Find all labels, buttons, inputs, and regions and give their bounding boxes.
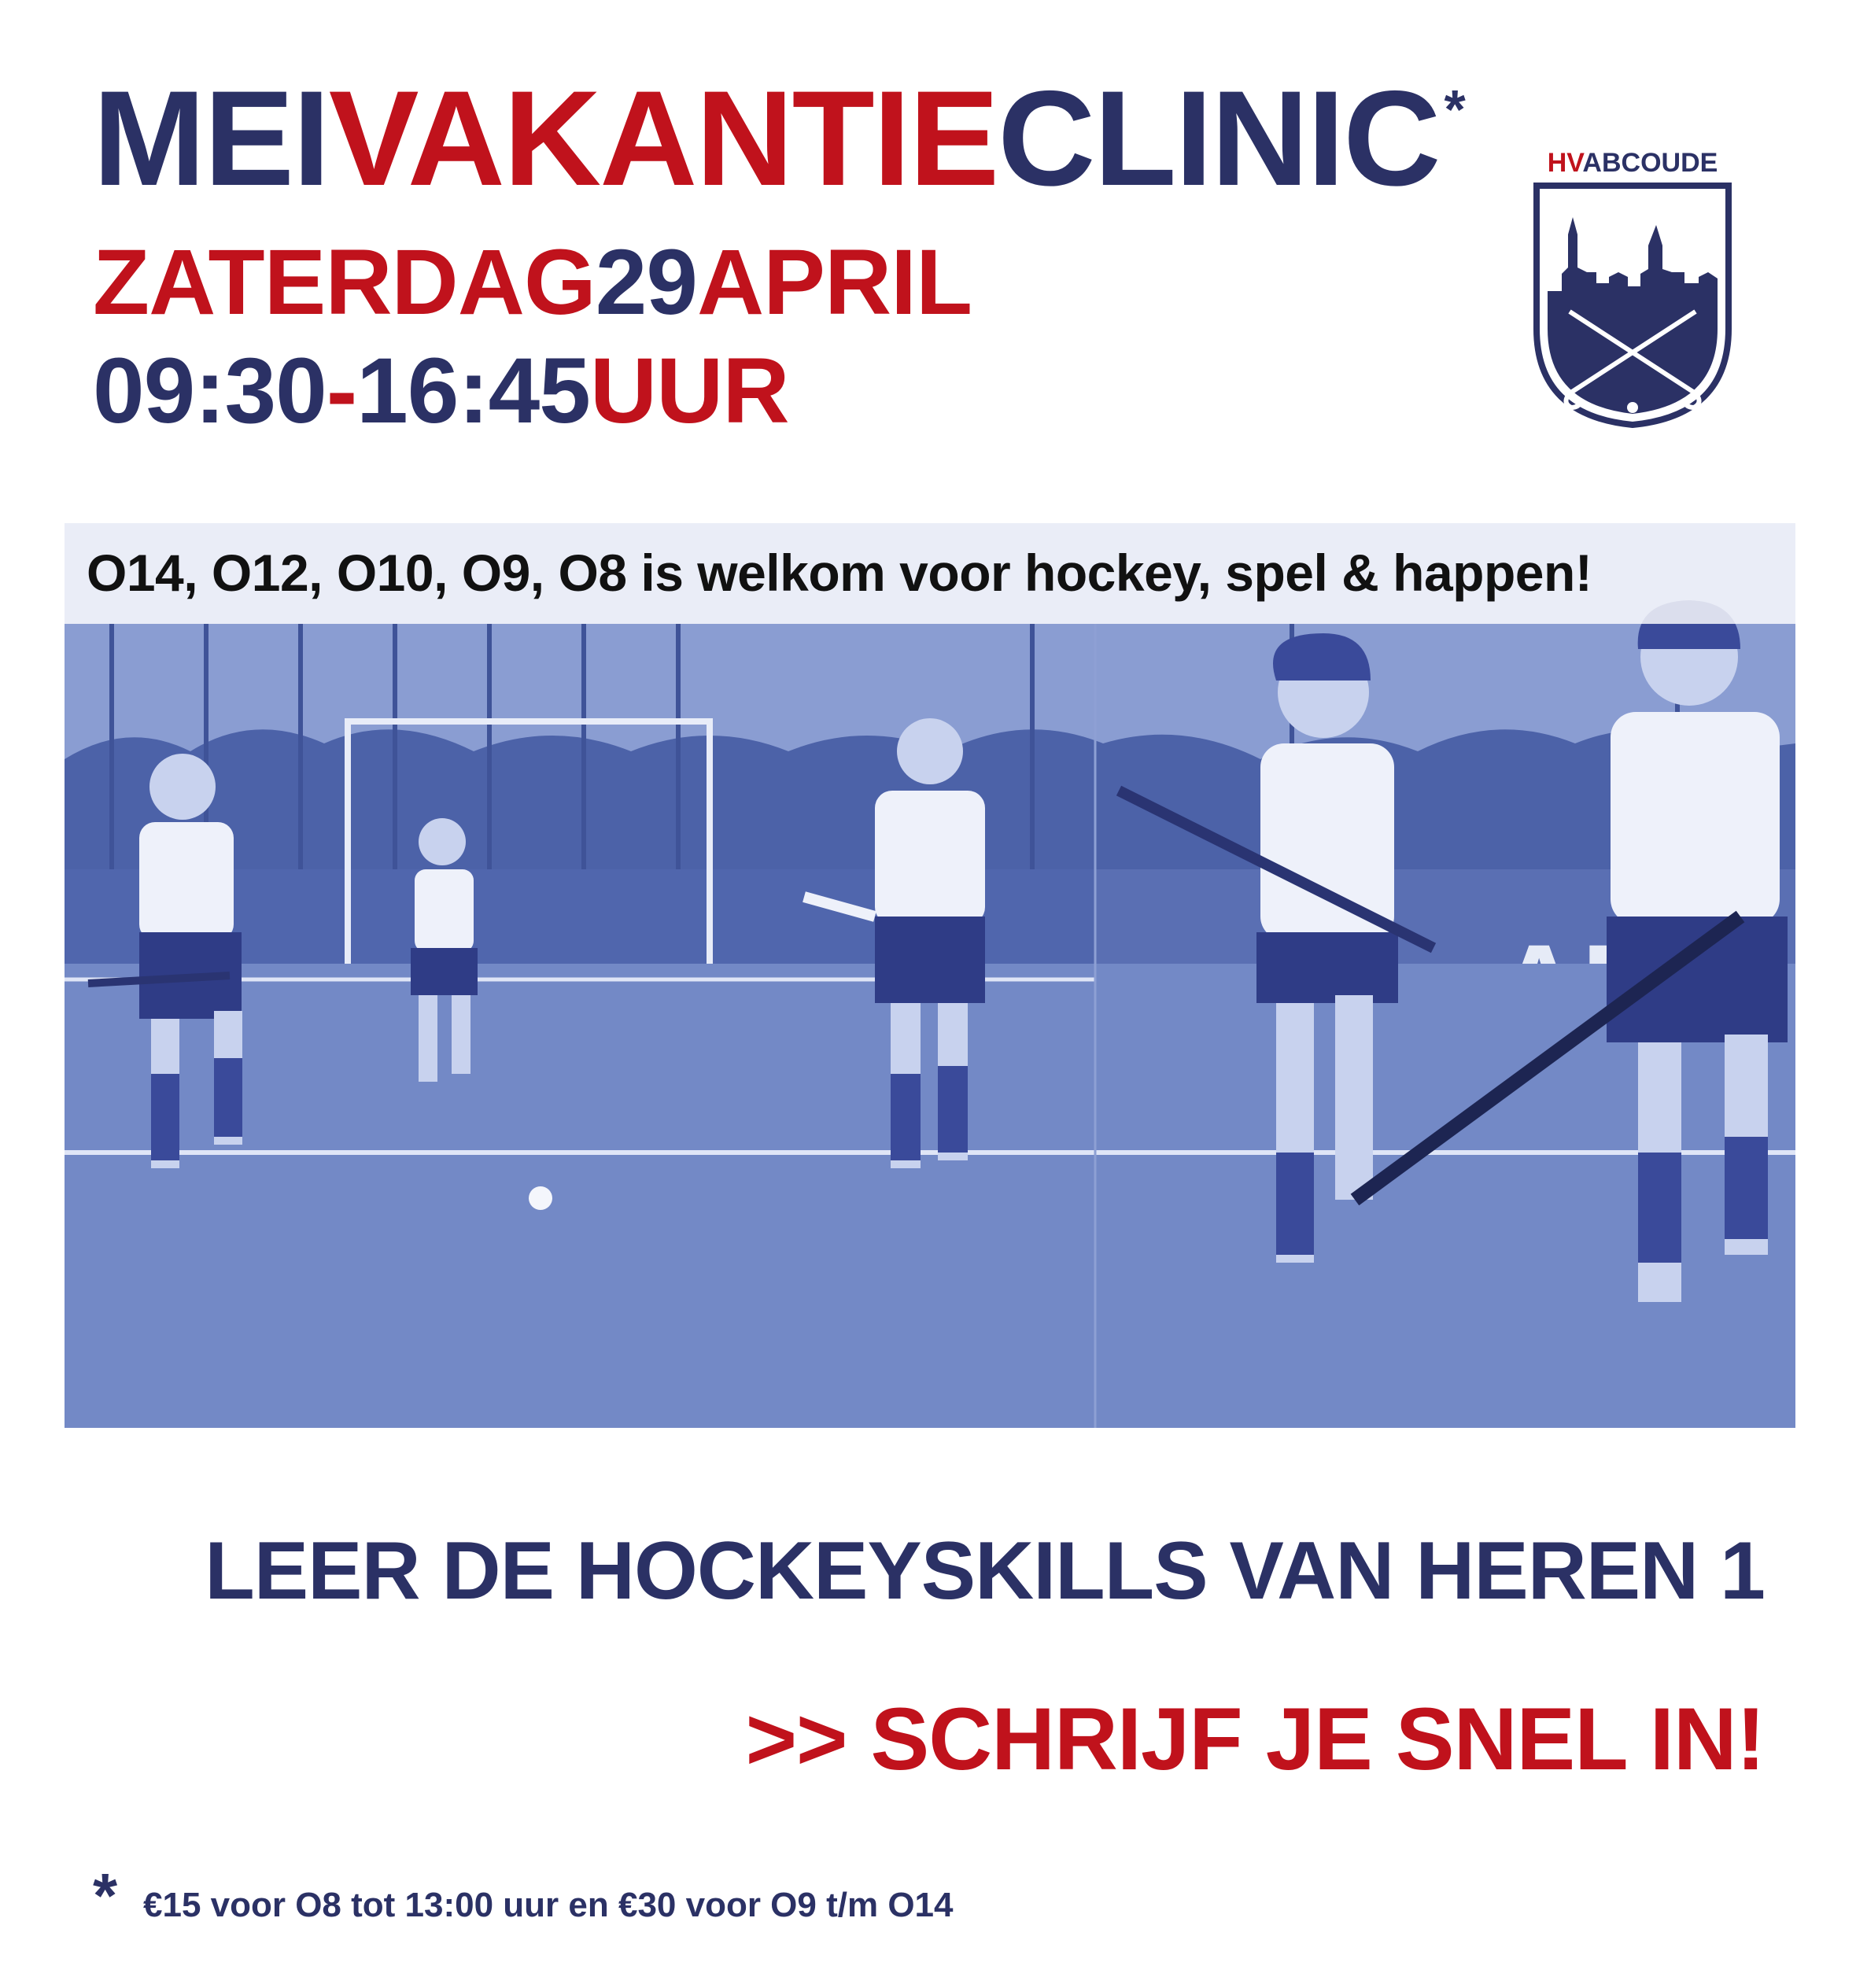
title-asterisk: * bbox=[1444, 79, 1464, 140]
logo-text bbox=[1530, 149, 1735, 176]
time-start: 09:30 bbox=[93, 339, 327, 443]
time-end: 16:45 bbox=[356, 339, 590, 443]
date-month: APRIL bbox=[697, 231, 972, 334]
page-title bbox=[93, 63, 1464, 214]
signup-call-to-action: >> SCHRIJF JE SNEL IN! bbox=[745, 1690, 1765, 1788]
footnote-text: €15 voor O8 tot 13:00 uur en €30 voor O9 t/m O14 bbox=[143, 1886, 954, 1924]
time-dash: - bbox=[326, 339, 357, 443]
hockey-players-image bbox=[65, 523, 1795, 1428]
title-part-mei: MEI bbox=[93, 63, 329, 214]
skills-heading: LEER DE HOCKEYSKILLS VAN HEREN 1 bbox=[205, 1525, 1765, 1617]
logo-text-abcoude: ABCOUDE bbox=[1582, 148, 1718, 178]
hockey-photo bbox=[65, 523, 1795, 1428]
event-time bbox=[93, 339, 789, 443]
footnote-asterisk: * bbox=[93, 1861, 118, 1931]
title-part-vakantie: VAKANTIE bbox=[328, 63, 998, 214]
title-part-clinic: CLINIC bbox=[998, 63, 1440, 214]
logo-text-hv: HV bbox=[1547, 148, 1583, 178]
event-date bbox=[93, 231, 972, 334]
time-unit: UUR bbox=[589, 339, 789, 443]
age-groups-text: O14, O12, O10, O9, O8 is welkom voor hockey, spel & happen! bbox=[87, 544, 1592, 602]
date-day: ZATERDAG bbox=[93, 231, 596, 334]
club-logo bbox=[1530, 149, 1735, 433]
age-groups-banner bbox=[65, 523, 1795, 624]
club-shield-icon bbox=[1530, 179, 1735, 431]
date-number: 29 bbox=[595, 231, 698, 334]
